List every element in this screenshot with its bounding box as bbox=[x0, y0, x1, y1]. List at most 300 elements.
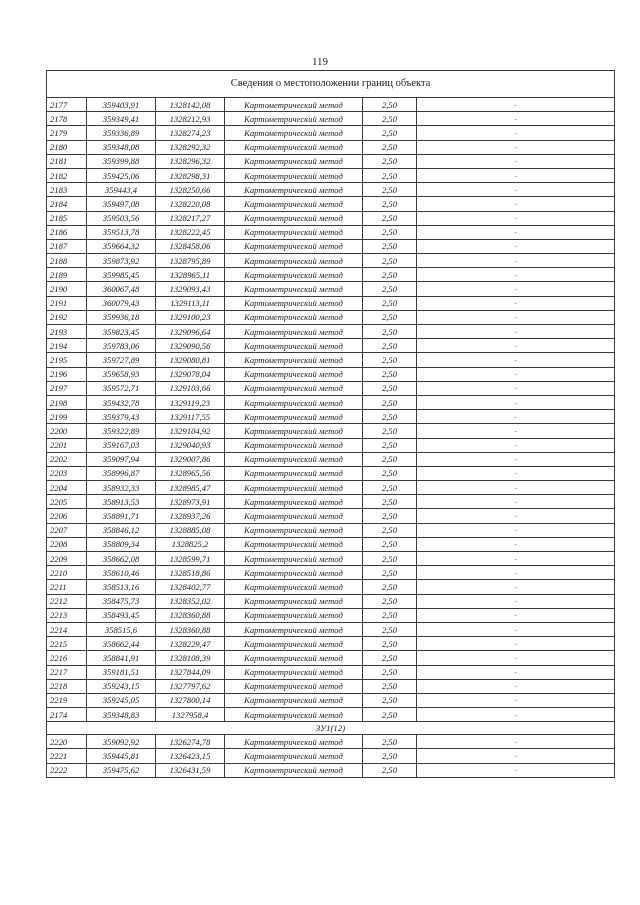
table-row bbox=[47, 637, 615, 651]
table-row bbox=[47, 225, 615, 239]
point-number-cell: 2193 bbox=[47, 325, 87, 339]
point-number-cell: 2206 bbox=[47, 509, 87, 523]
x-coordinate-cell: 359985,45 bbox=[87, 268, 156, 282]
point-number-cell: 2215 bbox=[47, 637, 87, 651]
table-row bbox=[47, 254, 615, 268]
point-number-cell: 2211 bbox=[47, 580, 87, 594]
accuracy-cell: 2,50 bbox=[363, 438, 417, 452]
accuracy-cell: 2,50 bbox=[363, 154, 417, 168]
note-cell: - bbox=[417, 552, 615, 566]
x-coordinate-cell: 360079,43 bbox=[87, 296, 156, 310]
y-coordinate-cell: 1329119,23 bbox=[156, 395, 225, 409]
accuracy-cell: 2,50 bbox=[363, 552, 417, 566]
table-row bbox=[47, 580, 615, 594]
section-row bbox=[47, 722, 615, 735]
x-coordinate-cell: 359181,51 bbox=[87, 665, 156, 679]
accuracy-cell: 2,50 bbox=[363, 353, 417, 367]
x-coordinate-cell: 359475,62 bbox=[87, 763, 156, 777]
note-cell: - bbox=[417, 608, 615, 622]
table-row bbox=[47, 282, 615, 296]
table-row bbox=[47, 708, 615, 722]
point-number-cell: 2221 bbox=[47, 749, 87, 763]
x-coordinate-cell: 359727,89 bbox=[87, 353, 156, 367]
table-row bbox=[47, 410, 615, 424]
y-coordinate-cell: 1329090,56 bbox=[156, 339, 225, 353]
accuracy-cell: 2,50 bbox=[363, 495, 417, 509]
note-cell: - bbox=[417, 381, 615, 395]
y-coordinate-cell: 1329103,66 bbox=[156, 381, 225, 395]
table-row bbox=[47, 126, 615, 140]
method-cell: Картометрический метод bbox=[225, 98, 363, 112]
x-coordinate-cell: 359432,78 bbox=[87, 395, 156, 409]
x-coordinate-cell: 359399,88 bbox=[87, 154, 156, 168]
note-cell: - bbox=[417, 424, 615, 438]
x-coordinate-cell: 358846,12 bbox=[87, 523, 156, 537]
x-coordinate-cell: 360067,48 bbox=[87, 282, 156, 296]
accuracy-cell: 2,50 bbox=[363, 410, 417, 424]
method-cell: Картометрический метод bbox=[225, 552, 363, 566]
method-cell: Картометрический метод bbox=[225, 296, 363, 310]
x-coordinate-cell: 359658,93 bbox=[87, 367, 156, 381]
point-number-cell: 2210 bbox=[47, 566, 87, 580]
method-cell: Картометрический метод bbox=[225, 381, 363, 395]
x-coordinate-cell: 359092,92 bbox=[87, 735, 156, 749]
method-cell: Картометрический метод bbox=[225, 495, 363, 509]
method-cell: Картометрический метод bbox=[225, 466, 363, 480]
method-cell: Картометрический метод bbox=[225, 367, 363, 381]
point-number-cell: 2174 bbox=[47, 708, 87, 722]
x-coordinate-cell: 359572,71 bbox=[87, 381, 156, 395]
accuracy-cell: 2,50 bbox=[363, 225, 417, 239]
accuracy-cell: 2,50 bbox=[363, 708, 417, 722]
table-row bbox=[47, 154, 615, 168]
point-number-cell: 2194 bbox=[47, 339, 87, 353]
y-coordinate-cell: 1329117,55 bbox=[156, 410, 225, 424]
x-coordinate-cell: 359379,43 bbox=[87, 410, 156, 424]
y-coordinate-cell: 1328250,66 bbox=[156, 183, 225, 197]
x-coordinate-cell: 358662,08 bbox=[87, 552, 156, 566]
table-row bbox=[47, 367, 615, 381]
x-coordinate-cell: 359322,89 bbox=[87, 424, 156, 438]
x-coordinate-cell: 359936,18 bbox=[87, 310, 156, 324]
accuracy-cell: 2,50 bbox=[363, 282, 417, 296]
accuracy-cell: 2,50 bbox=[363, 126, 417, 140]
y-coordinate-cell: 1329096,64 bbox=[156, 325, 225, 339]
y-coordinate-cell: 1328937,26 bbox=[156, 509, 225, 523]
method-cell: Картометрический метод bbox=[225, 168, 363, 182]
method-cell: Картометрический метод bbox=[225, 424, 363, 438]
x-coordinate-cell: 358841,91 bbox=[87, 651, 156, 665]
note-cell: - bbox=[417, 225, 615, 239]
y-coordinate-cell: 1328292,32 bbox=[156, 140, 225, 154]
point-number-cell: 2213 bbox=[47, 608, 87, 622]
point-number-cell: 2189 bbox=[47, 268, 87, 282]
accuracy-cell: 2,50 bbox=[363, 268, 417, 282]
method-cell: Картометрический метод bbox=[225, 637, 363, 651]
note-cell: - bbox=[417, 438, 615, 452]
table-row bbox=[47, 310, 615, 324]
table-row bbox=[47, 140, 615, 154]
table-row bbox=[47, 749, 615, 763]
y-coordinate-cell: 1328985,47 bbox=[156, 481, 225, 495]
method-cell: Картометрический метод bbox=[225, 268, 363, 282]
method-cell: Картометрический метод bbox=[225, 140, 363, 154]
y-coordinate-cell: 1327844,09 bbox=[156, 665, 225, 679]
table-row bbox=[47, 509, 615, 523]
x-coordinate-cell: 359503,56 bbox=[87, 211, 156, 225]
x-coordinate-cell: 358475,73 bbox=[87, 594, 156, 608]
point-number-cell: 2214 bbox=[47, 622, 87, 636]
accuracy-cell: 2,50 bbox=[363, 637, 417, 651]
accuracy-cell: 2,50 bbox=[363, 523, 417, 537]
y-coordinate-cell: 1328222,45 bbox=[156, 225, 225, 239]
note-cell: - bbox=[417, 126, 615, 140]
x-coordinate-cell: 359097,94 bbox=[87, 452, 156, 466]
note-cell: - bbox=[417, 168, 615, 182]
note-cell: - bbox=[417, 665, 615, 679]
method-cell: Картометрический метод bbox=[225, 254, 363, 268]
accuracy-cell: 2,50 bbox=[363, 665, 417, 679]
y-coordinate-cell: 1328142,08 bbox=[156, 98, 225, 112]
note-cell: - bbox=[417, 268, 615, 282]
table-row bbox=[47, 424, 615, 438]
point-number-cell: 2186 bbox=[47, 225, 87, 239]
note-cell: - bbox=[417, 622, 615, 636]
point-number-cell: 2212 bbox=[47, 594, 87, 608]
point-number-cell: 2197 bbox=[47, 381, 87, 395]
note-cell: - bbox=[417, 580, 615, 594]
method-cell: Картометрический метод bbox=[225, 452, 363, 466]
point-number-cell: 2218 bbox=[47, 679, 87, 693]
note-cell: - bbox=[417, 282, 615, 296]
x-coordinate-cell: 359513,78 bbox=[87, 225, 156, 239]
y-coordinate-cell: 1327958,4 bbox=[156, 708, 225, 722]
table-row bbox=[47, 566, 615, 580]
method-cell: Картометрический метод bbox=[225, 339, 363, 353]
y-coordinate-cell: 1326423,15 bbox=[156, 749, 225, 763]
y-coordinate-cell: 1329104,92 bbox=[156, 424, 225, 438]
x-coordinate-cell: 359243,15 bbox=[87, 679, 156, 693]
note-cell: - bbox=[417, 325, 615, 339]
table-row bbox=[47, 168, 615, 182]
method-cell: Картометрический метод bbox=[225, 438, 363, 452]
x-coordinate-cell: 359348,08 bbox=[87, 140, 156, 154]
method-cell: Картометрический метод bbox=[225, 509, 363, 523]
method-cell: Картометрический метод bbox=[225, 566, 363, 580]
method-cell: Картометрический метод bbox=[225, 282, 363, 296]
method-cell: Картометрический метод bbox=[225, 537, 363, 551]
method-cell: Картометрический метод bbox=[225, 410, 363, 424]
x-coordinate-cell: 358515,6 bbox=[87, 622, 156, 636]
table-row bbox=[47, 523, 615, 537]
point-number-cell: 2192 bbox=[47, 310, 87, 324]
table-row bbox=[47, 98, 615, 112]
accuracy-cell: 2,50 bbox=[363, 537, 417, 551]
accuracy-cell: 2,50 bbox=[363, 622, 417, 636]
method-cell: Картометрический метод bbox=[225, 481, 363, 495]
note-cell: - bbox=[417, 339, 615, 353]
y-coordinate-cell: 1328229,47 bbox=[156, 637, 225, 651]
point-number-cell: 2178 bbox=[47, 112, 87, 126]
table-title: Сведения о местоположении границ объекта bbox=[47, 71, 615, 98]
method-cell: Картометрический метод bbox=[225, 735, 363, 749]
y-coordinate-cell: 1328274,23 bbox=[156, 126, 225, 140]
y-coordinate-cell: 1328217,27 bbox=[156, 211, 225, 225]
y-coordinate-cell: 1328965,56 bbox=[156, 466, 225, 480]
x-coordinate-cell: 359445,81 bbox=[87, 749, 156, 763]
table-row bbox=[47, 452, 615, 466]
method-cell: Картометрический метод bbox=[225, 239, 363, 253]
point-number-cell: 2220 bbox=[47, 735, 87, 749]
table-title-row bbox=[47, 71, 615, 98]
accuracy-cell: 2,50 bbox=[363, 310, 417, 324]
table-row bbox=[47, 693, 615, 707]
note-cell: - bbox=[417, 367, 615, 381]
method-cell: Картометрический метод bbox=[225, 651, 363, 665]
point-number-cell: 2185 bbox=[47, 211, 87, 225]
note-cell: - bbox=[417, 140, 615, 154]
y-coordinate-cell: 1328352,02 bbox=[156, 594, 225, 608]
accuracy-cell: 2,50 bbox=[363, 594, 417, 608]
note-cell: - bbox=[417, 466, 615, 480]
table-row bbox=[47, 608, 615, 622]
point-number-cell: 2184 bbox=[47, 197, 87, 211]
x-coordinate-cell: 359783,06 bbox=[87, 339, 156, 353]
accuracy-cell: 2,50 bbox=[363, 254, 417, 268]
table-row bbox=[47, 495, 615, 509]
method-cell: Картометрический метод bbox=[225, 183, 363, 197]
x-coordinate-cell: 358996,87 bbox=[87, 466, 156, 480]
y-coordinate-cell: 1328402,77 bbox=[156, 580, 225, 594]
note-cell: - bbox=[417, 310, 615, 324]
y-coordinate-cell: 1329040,93 bbox=[156, 438, 225, 452]
x-coordinate-cell: 359823,45 bbox=[87, 325, 156, 339]
x-coordinate-cell: 359497,08 bbox=[87, 197, 156, 211]
accuracy-cell: 2,50 bbox=[363, 140, 417, 154]
accuracy-cell: 2,50 bbox=[363, 211, 417, 225]
y-coordinate-cell: 1328458,06 bbox=[156, 239, 225, 253]
point-number-cell: 2191 bbox=[47, 296, 87, 310]
table-row bbox=[47, 296, 615, 310]
x-coordinate-cell: 359443,4 bbox=[87, 183, 156, 197]
accuracy-cell: 2,50 bbox=[363, 452, 417, 466]
table-row bbox=[47, 339, 615, 353]
note-cell: - bbox=[417, 98, 615, 112]
point-number-cell: 2207 bbox=[47, 523, 87, 537]
point-number-cell: 2190 bbox=[47, 282, 87, 296]
section-label: ЗУ1(12) bbox=[47, 722, 615, 735]
accuracy-cell: 2,50 bbox=[363, 381, 417, 395]
method-cell: Картометрический метод bbox=[225, 594, 363, 608]
accuracy-cell: 2,50 bbox=[363, 197, 417, 211]
method-cell: Картометрический метод bbox=[225, 708, 363, 722]
note-cell: - bbox=[417, 112, 615, 126]
note-cell: - bbox=[417, 509, 615, 523]
point-number-cell: 2196 bbox=[47, 367, 87, 381]
x-coordinate-cell: 359349,41 bbox=[87, 112, 156, 126]
point-number-cell: 2205 bbox=[47, 495, 87, 509]
x-coordinate-cell: 359348,83 bbox=[87, 708, 156, 722]
x-coordinate-cell: 359167,03 bbox=[87, 438, 156, 452]
note-cell: - bbox=[417, 749, 615, 763]
table-row bbox=[47, 594, 615, 608]
accuracy-cell: 2,50 bbox=[363, 749, 417, 763]
method-cell: Картометрический метод bbox=[225, 126, 363, 140]
method-cell: Картометрический метод bbox=[225, 325, 363, 339]
note-cell: - bbox=[417, 353, 615, 367]
table-row bbox=[47, 239, 615, 253]
y-coordinate-cell: 1328973,91 bbox=[156, 495, 225, 509]
note-cell: - bbox=[417, 452, 615, 466]
y-coordinate-cell: 1328298,31 bbox=[156, 168, 225, 182]
note-cell: - bbox=[417, 735, 615, 749]
point-number-cell: 2183 bbox=[47, 183, 87, 197]
point-number-cell: 2203 bbox=[47, 466, 87, 480]
table-row bbox=[47, 481, 615, 495]
method-cell: Картометрический метод bbox=[225, 622, 363, 636]
point-number-cell: 2202 bbox=[47, 452, 87, 466]
point-number-cell: 2219 bbox=[47, 693, 87, 707]
note-cell: - bbox=[417, 708, 615, 722]
note-cell: - bbox=[417, 679, 615, 693]
y-coordinate-cell: 1326274,78 bbox=[156, 735, 225, 749]
y-coordinate-cell: 1327800,14 bbox=[156, 693, 225, 707]
point-number-cell: 2199 bbox=[47, 410, 87, 424]
accuracy-cell: 2,50 bbox=[363, 395, 417, 409]
method-cell: Картометрический метод bbox=[225, 353, 363, 367]
accuracy-cell: 2,50 bbox=[363, 466, 417, 480]
y-coordinate-cell: 1328795,89 bbox=[156, 254, 225, 268]
note-cell: - bbox=[417, 239, 615, 253]
y-coordinate-cell: 1328885,08 bbox=[156, 523, 225, 537]
accuracy-cell: 2,50 bbox=[363, 481, 417, 495]
y-coordinate-cell: 1329080,81 bbox=[156, 353, 225, 367]
note-cell: - bbox=[417, 693, 615, 707]
point-number-cell: 2188 bbox=[47, 254, 87, 268]
method-cell: Картометрический метод bbox=[225, 310, 363, 324]
table-row bbox=[47, 552, 615, 566]
accuracy-cell: 2,50 bbox=[363, 509, 417, 523]
accuracy-cell: 2,50 bbox=[363, 183, 417, 197]
boundary-coordinates-table bbox=[46, 70, 615, 778]
accuracy-cell: 2,50 bbox=[363, 651, 417, 665]
method-cell: Картометрический метод bbox=[225, 608, 363, 622]
point-number-cell: 2204 bbox=[47, 481, 87, 495]
y-coordinate-cell: 1329078,04 bbox=[156, 367, 225, 381]
y-coordinate-cell: 1328518,86 bbox=[156, 566, 225, 580]
accuracy-cell: 2,50 bbox=[363, 325, 417, 339]
x-coordinate-cell: 358913,53 bbox=[87, 495, 156, 509]
table-row bbox=[47, 665, 615, 679]
accuracy-cell: 2,50 bbox=[363, 735, 417, 749]
accuracy-cell: 2,50 bbox=[363, 112, 417, 126]
method-cell: Картометрический метод bbox=[225, 154, 363, 168]
note-cell: - bbox=[417, 594, 615, 608]
note-cell: - bbox=[417, 410, 615, 424]
point-number-cell: 2187 bbox=[47, 239, 87, 253]
table-row bbox=[47, 211, 615, 225]
accuracy-cell: 2,50 bbox=[363, 98, 417, 112]
accuracy-cell: 2,50 bbox=[363, 580, 417, 594]
note-cell: - bbox=[417, 537, 615, 551]
accuracy-cell: 2,50 bbox=[363, 367, 417, 381]
table-body bbox=[47, 71, 615, 778]
accuracy-cell: 2,50 bbox=[363, 239, 417, 253]
method-cell: Картометрический метод bbox=[225, 211, 363, 225]
x-coordinate-cell: 358662,44 bbox=[87, 637, 156, 651]
point-number-cell: 2198 bbox=[47, 395, 87, 409]
page-number: 119 bbox=[311, 56, 329, 68]
y-coordinate-cell: 1328220,08 bbox=[156, 197, 225, 211]
method-cell: Картометрический метод bbox=[225, 395, 363, 409]
method-cell: Картометрический метод bbox=[225, 679, 363, 693]
table-row bbox=[47, 112, 615, 126]
y-coordinate-cell: 1328360,88 bbox=[156, 622, 225, 636]
x-coordinate-cell: 358809,34 bbox=[87, 537, 156, 551]
table-row bbox=[47, 466, 615, 480]
x-coordinate-cell: 358513,16 bbox=[87, 580, 156, 594]
table-row bbox=[47, 325, 615, 339]
point-number-cell: 2216 bbox=[47, 651, 87, 665]
accuracy-cell: 2,50 bbox=[363, 424, 417, 438]
note-cell: - bbox=[417, 254, 615, 268]
method-cell: Картометрический метод bbox=[225, 665, 363, 679]
y-coordinate-cell: 1328599,71 bbox=[156, 552, 225, 566]
point-number-cell: 2200 bbox=[47, 424, 87, 438]
accuracy-cell: 2,50 bbox=[363, 339, 417, 353]
table-row bbox=[47, 735, 615, 749]
x-coordinate-cell: 359664,32 bbox=[87, 239, 156, 253]
point-number-cell: 2177 bbox=[47, 98, 87, 112]
note-cell: - bbox=[417, 154, 615, 168]
table-row bbox=[47, 537, 615, 551]
x-coordinate-cell: 359403,91 bbox=[87, 98, 156, 112]
table-row bbox=[47, 183, 615, 197]
point-number-cell: 2209 bbox=[47, 552, 87, 566]
note-cell: - bbox=[417, 197, 615, 211]
point-number-cell: 2180 bbox=[47, 140, 87, 154]
x-coordinate-cell: 359245,05 bbox=[87, 693, 156, 707]
note-cell: - bbox=[417, 481, 615, 495]
table-row bbox=[47, 622, 615, 636]
accuracy-cell: 2,50 bbox=[363, 296, 417, 310]
y-coordinate-cell: 1328360,88 bbox=[156, 608, 225, 622]
method-cell: Картометрический метод bbox=[225, 693, 363, 707]
point-number-cell: 2195 bbox=[47, 353, 87, 367]
method-cell: Картометрический метод bbox=[225, 197, 363, 211]
note-cell: - bbox=[417, 296, 615, 310]
table-row bbox=[47, 381, 615, 395]
accuracy-cell: 2,50 bbox=[363, 763, 417, 777]
table-row bbox=[47, 438, 615, 452]
table-row bbox=[47, 763, 615, 777]
point-number-cell: 2217 bbox=[47, 665, 87, 679]
note-cell: - bbox=[417, 763, 615, 777]
note-cell: - bbox=[417, 566, 615, 580]
y-coordinate-cell: 1329100,23 bbox=[156, 310, 225, 324]
y-coordinate-cell: 1328965,11 bbox=[156, 268, 225, 282]
accuracy-cell: 2,50 bbox=[363, 608, 417, 622]
y-coordinate-cell: 1329113,11 bbox=[156, 296, 225, 310]
note-cell: - bbox=[417, 637, 615, 651]
x-coordinate-cell: 358891,71 bbox=[87, 509, 156, 523]
x-coordinate-cell: 358932,33 bbox=[87, 481, 156, 495]
table-row bbox=[47, 197, 615, 211]
method-cell: Картометрический метод bbox=[225, 225, 363, 239]
y-coordinate-cell: 1329093,43 bbox=[156, 282, 225, 296]
x-coordinate-cell: 359336,89 bbox=[87, 126, 156, 140]
table-row bbox=[47, 395, 615, 409]
